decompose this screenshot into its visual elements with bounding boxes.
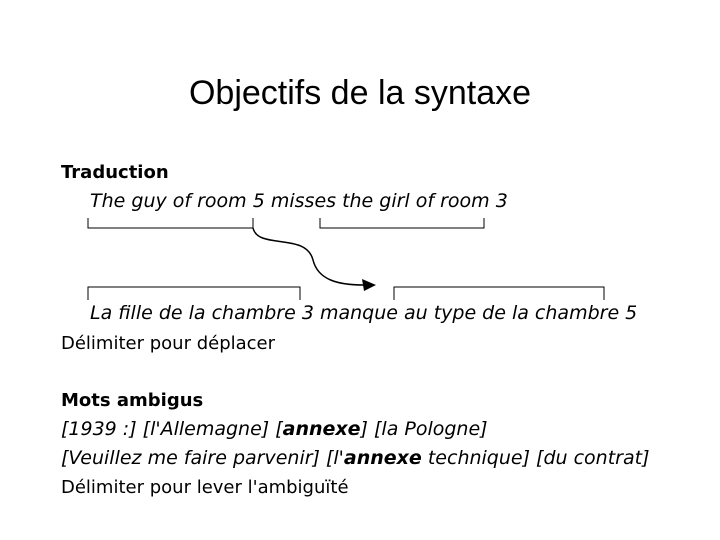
translation-heading: Traduction: [61, 162, 169, 183]
example-1-keyword: annexe: [282, 418, 361, 440]
bracket-english-subject: [88, 218, 253, 228]
example-2-suffix: technique] [du contrat]: [421, 447, 650, 469]
french-sentence: La fille de la chambre 3 manque au type de la chambre 5: [90, 302, 638, 324]
translation-note: Délimiter pour déplacer: [61, 333, 276, 354]
bracket-english-object: [320, 218, 484, 228]
example-2-prefix: [Veuillez me faire parvenir] [l': [61, 447, 344, 469]
bracket-french-object: [394, 287, 604, 300]
example-2-keyword: annexe: [343, 447, 422, 469]
arrowhead-icon: [362, 279, 376, 291]
ambiguous-example-1: [61, 418, 488, 440]
ambiguous-heading: Mots ambigus: [61, 390, 204, 411]
english-sentence: The guy of room 5 misses the girl of room 3: [90, 190, 508, 212]
example-1-suffix: ] [la Pologne]: [360, 418, 488, 440]
move-arrow: [253, 228, 364, 285]
example-1-prefix: [1939 :] [l'Allemagne] [: [61, 418, 283, 440]
ambiguous-example-2: [61, 447, 649, 469]
slide-title: Objectifs de la syntaxe: [188, 74, 532, 112]
ambiguous-note: Délimiter pour lever l'ambiguïté: [61, 477, 349, 498]
bracket-french-subject: [88, 287, 300, 300]
